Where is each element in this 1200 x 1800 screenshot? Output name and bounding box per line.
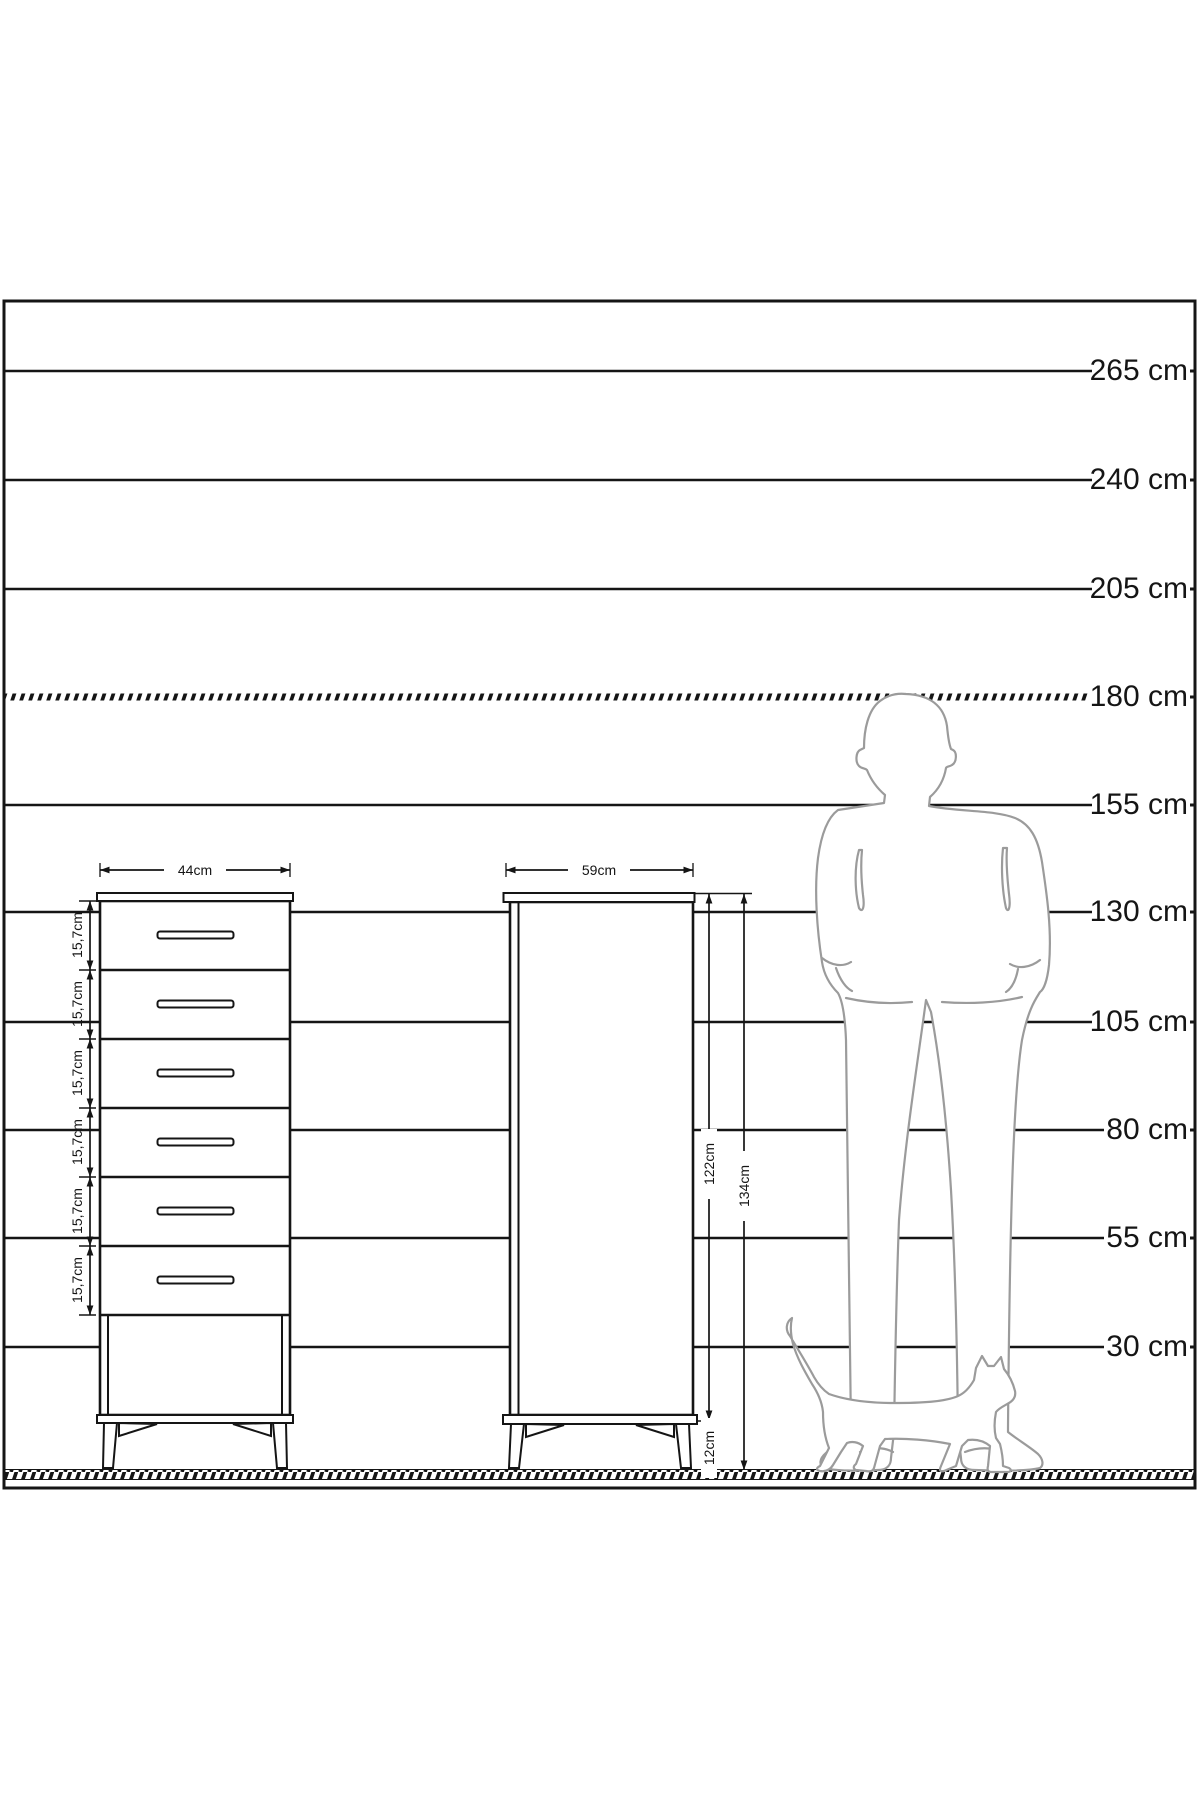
drawer-height-label-6: 15,7cm — [69, 1257, 85, 1303]
ruler-label-180: 180 cm — [1089, 680, 1188, 713]
cabinet-body — [510, 902, 693, 1415]
dresser-bottom-panel — [97, 1415, 293, 1423]
drawer-height-label-2: 15,7cm — [69, 981, 85, 1027]
ruler-label-265: 265 cm — [1089, 354, 1188, 387]
ruler-label-55: 55 cm — [1106, 1221, 1188, 1254]
ruler-label-205: 205 cm — [1089, 572, 1188, 605]
ruler-label-105: 105 cm — [1089, 1005, 1188, 1038]
man-arm-gap-left — [856, 850, 864, 910]
ruler-label-240: 240 cm — [1089, 463, 1188, 496]
cabinet-total-height-label: 134cm — [736, 1151, 752, 1221]
ruler-label-130: 130 cm — [1089, 895, 1188, 928]
dresser-top-panel — [97, 893, 293, 901]
dresser-drawing — [97, 893, 293, 1468]
dresser-legs — [103, 1423, 287, 1468]
cabinet-leg-height-label: 12cm — [701, 1418, 717, 1478]
man-outline — [816, 694, 1050, 1471]
standing-man-silhouette — [816, 694, 1050, 1471]
ruler-label-30: 30 cm — [1106, 1330, 1188, 1363]
drawer-height-label-4: 15,7cm — [69, 1119, 85, 1165]
cabinet-bottom-panel — [503, 1415, 697, 1424]
cabinet-width-label: 59cm — [568, 861, 630, 879]
cabinet-top-panel — [504, 893, 695, 902]
ruler-label-155: 155 cm — [1089, 788, 1188, 821]
cabinet-drawing — [503, 893, 697, 1468]
cabinet-carcass-height-label: 122cm — [701, 1129, 717, 1199]
ruler-label-80: 80 cm — [1106, 1113, 1188, 1146]
cabinet-legs — [509, 1424, 691, 1468]
drawer-height-label-1: 15,7cm — [69, 912, 85, 958]
dresser-width-label: 44cm — [164, 861, 226, 879]
drawer-height-label-5: 15,7cm — [69, 1188, 85, 1234]
drawer-height-label-3: 15,7cm — [69, 1050, 85, 1096]
dresser-body — [100, 901, 290, 1415]
